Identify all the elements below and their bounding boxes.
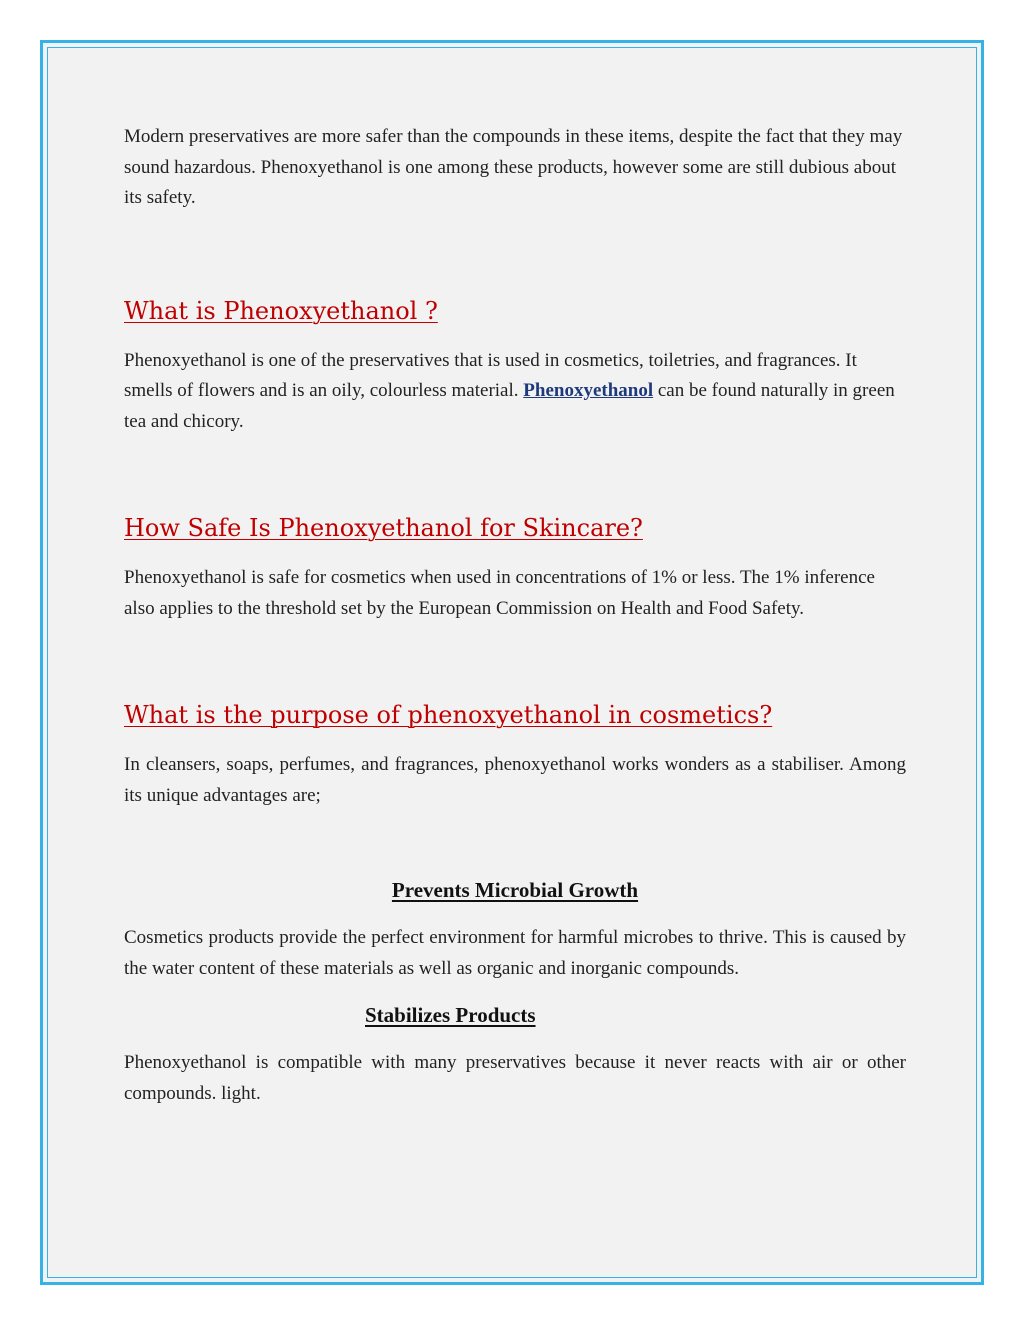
how-safe-paragraph: Phenoxyethanol is safe for cosmetics when used in concentrations of 1% or less. The 1% inference also applies to the threshold set by the European Commission on Health and Food Safety.: [124, 567, 875, 619]
phenoxyethanol-link[interactable]: Phenoxyethanol: [523, 380, 654, 401]
what-is-text-before-link: Phenoxyethanol is one of the preservatives that is used in cosmetics, toiletries, and fragrances. It smells of flowers and is an oily, colourless material.: [124, 349, 857, 401]
purpose-paragraph: In cleansers, soaps, perfumes, and fragrances, phenoxyethanol works wonders as a stabiliser. Among its unique advantages are;: [124, 754, 906, 806]
intro-paragraph: Modern preservatives are more safer than the compounds in these items, despite the fact that they may sound hazardous. Phenoxyethanol is one among these products, however some are still dubious about its safety.: [124, 126, 903, 208]
document-content: [124, 122, 906, 1109]
what-is-text-after-link: can be found naturally in green tea and chicory.: [124, 380, 895, 432]
heading-prevents-microbial-growth: Prevents Microbial Growth: [391, 878, 639, 902]
heading-purpose: What is the purpose of phenoxyethanol in cosmetics?: [124, 701, 773, 729]
heading-stabilizes-products: Stabilizes Products: [365, 1003, 536, 1027]
heading-how-safe: How Safe Is Phenoxyethanol for Skincare?: [124, 514, 643, 542]
heading-what-is-phenoxyethanol: What is Phenoxyethanol ?: [124, 296, 438, 325]
document-page: [40, 40, 984, 1285]
stabilizes-paragraph: Phenoxyethanol is compatible with many preservatives because it never reacts with air or other compounds. light.: [124, 1052, 906, 1104]
microbial-paragraph: Cosmetics products provide the perfect environment for harmful microbes to thrive. This is caused by the water content of these materials as well as organic and inorganic compounds.: [124, 927, 906, 979]
what-is-paragraph: [124, 346, 906, 438]
